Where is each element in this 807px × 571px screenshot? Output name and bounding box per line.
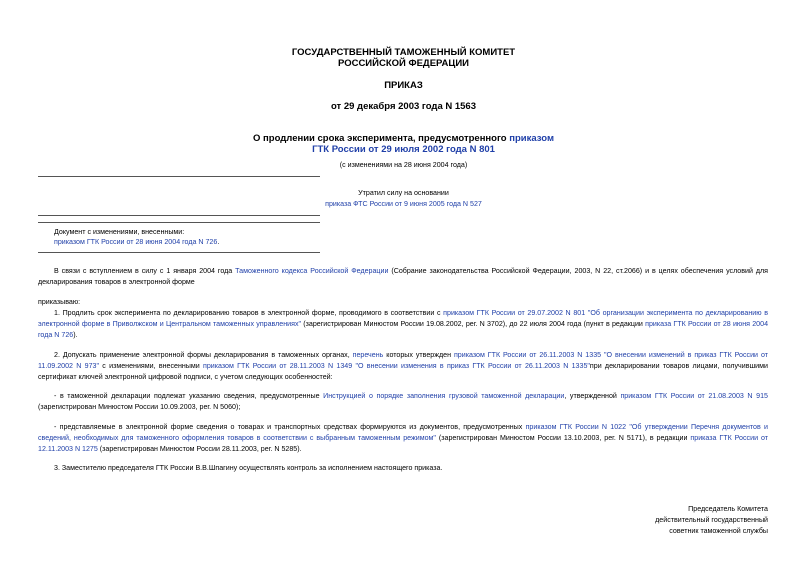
doc-type: ПРИКАЗ xyxy=(384,80,423,91)
b1-text-end: (зарегистрирован Минюстом России 10.09.2003, рег. N 5060); xyxy=(38,403,241,412)
doc-date-number: от 29 декабря 2003 года N 1563 xyxy=(330,101,476,112)
doc-title-text: О продлении срока эксперимента, предусмотренного xyxy=(253,133,510,144)
title-order-link-part2[interactable]: ГТК России от 29 июля 2002 года N 801 xyxy=(312,144,495,155)
p2-text-mid2: с изменениями, внесенными xyxy=(99,362,204,371)
b2-order-1022-link[interactable]: приказом ГТК России N 1022 "Об утверждении Перечня документов и сведений, необходимых для таможенного оформления товаров в соответствии с выбранным таможенным режимом" xyxy=(38,423,768,443)
b1-text: - в таможенной декларации подлежат указанию сведения, предусмотренные xyxy=(54,392,324,400)
p1-order-726-link[interactable]: приказа ГТК России от 28 июня 2004 года N 726 xyxy=(38,320,769,340)
p1-text-end: ). xyxy=(73,331,78,340)
p2-text-end: при декларировании товаров лицами, получившими сертификат ключей электронной цифровой подписи, с учетом следующих особенностей: xyxy=(38,362,768,382)
customs-code-link[interactable]: Таможенного кодекса Российской Федерации xyxy=(235,267,389,275)
p1-text: 1. Продлить срок эксперимента по декларированию товаров в электронной форме, проводимого в соответствии с xyxy=(54,309,444,317)
b2-text: - представляемые в электронной форме сведения о товарах и транспортных средствах формируются из документов, предусмотренных xyxy=(54,423,526,431)
p2-order-1335-link[interactable]: приказом ГТК России от 26.11.2003 N 1335 "О внесении изменений в приказ ГТК России от 11.09.2002 N 973" xyxy=(38,351,769,371)
title-order-link-part1[interactable]: приказом xyxy=(509,133,554,144)
amendment-order-link[interactable]: приказом ГТК России от 28 июня 2004 года N 726 xyxy=(54,238,218,246)
repeal-status-line xyxy=(0,200,807,209)
signature-line1: Председатель Комитета xyxy=(688,505,768,513)
repeal-order-link[interactable]: приказа ФТС России от 9 июня 2005 года N 527 xyxy=(325,200,482,208)
doc-title-line1 xyxy=(0,133,807,144)
paragraph-3: 3. Заместителю председателя ГТК России В.В.Шпагину осуществлять контроль за исполнением настоящего приказа. xyxy=(54,464,443,472)
repeal-status-text: Утратил силу на основании xyxy=(358,189,449,197)
b1-text-mid: , утвержденной xyxy=(564,392,621,400)
p2-order-1349-link[interactable]: приказом ГТК России от 28.11.2003 N 1349 "О внесении изменения в приказ ГТК России от 26.11.2003 N 1335" xyxy=(203,362,590,371)
b2-text-mid: (зарегистрирован Минюстом России 13.10.2003, рег. N 5171), в редакции xyxy=(435,434,691,443)
separator-4 xyxy=(38,252,320,253)
separator-1 xyxy=(38,176,320,177)
paragraph-1 xyxy=(38,308,768,342)
org-name-line2: РОССИЙСКОЙ ФЕДЕРАЦИИ xyxy=(337,58,469,69)
separator-3 xyxy=(38,222,320,223)
doc-title-line2 xyxy=(0,144,807,155)
bullet-2 xyxy=(38,422,768,456)
b1-instruction-link[interactable]: Инструкцией о порядке заполнения грузовой таможенной декларации xyxy=(323,392,565,400)
amendments-line xyxy=(54,238,219,247)
b2-order-1275-link[interactable]: приказа ГТК России от 12.11.2003 N 1275 xyxy=(38,434,768,454)
changes-note: (с изменениями на 28 июня 2004 года) xyxy=(339,161,468,169)
p2-text-mid1: которых утвержден xyxy=(383,351,454,359)
separator-2 xyxy=(38,215,320,216)
amendments-label: Документ с изменениями, внесенными: xyxy=(54,228,185,236)
bullet-1 xyxy=(38,391,768,413)
b1-order-915-link[interactable]: приказом ГТК России от 21.08.2003 N 915 xyxy=(620,392,768,400)
p2-list-link[interactable]: перечень xyxy=(352,351,384,359)
b2-text-end: (зарегистрирован Минюстом России 28.11.2003, рег. N 5285). xyxy=(97,445,302,454)
order-word: приказываю: xyxy=(38,298,81,306)
p1-text-mid: (зарегистрирован Минюстом России 19.08.2002, рег. N 3702), до 22 июля 2004 года (пункт в редакции xyxy=(301,320,646,329)
signature-line2: действительный государственный xyxy=(655,516,768,524)
p1-order-801-link[interactable]: приказом ГТК России от 29.07.2002 N 801 "Об организации эксперимента по декларированию в электронной форме в Приволжском и Центральном таможенных управлениях" xyxy=(38,309,768,329)
signature-line3: советник таможенной службы xyxy=(669,527,768,535)
intro-paragraph xyxy=(38,266,768,288)
p2-text: 2. Допускать применение электронной формы декларирования в таможенных органах, xyxy=(54,351,353,359)
org-name-line1: ГОСУДАРСТВЕННЫЙ ТАМОЖЕННЫЙ КОМИТЕТ xyxy=(291,47,516,58)
amendments-end: . xyxy=(217,238,220,246)
intro-text-end: (Собрание законодательства Российской Федерации, 2003, N 22, ст.2066) и в целях обеспечения условий для декларирования товаров в электронной форме xyxy=(38,267,768,287)
paragraph-2 xyxy=(38,350,768,384)
intro-text: В связи с вступлением в силу с 1 января 2004 года xyxy=(54,267,236,275)
